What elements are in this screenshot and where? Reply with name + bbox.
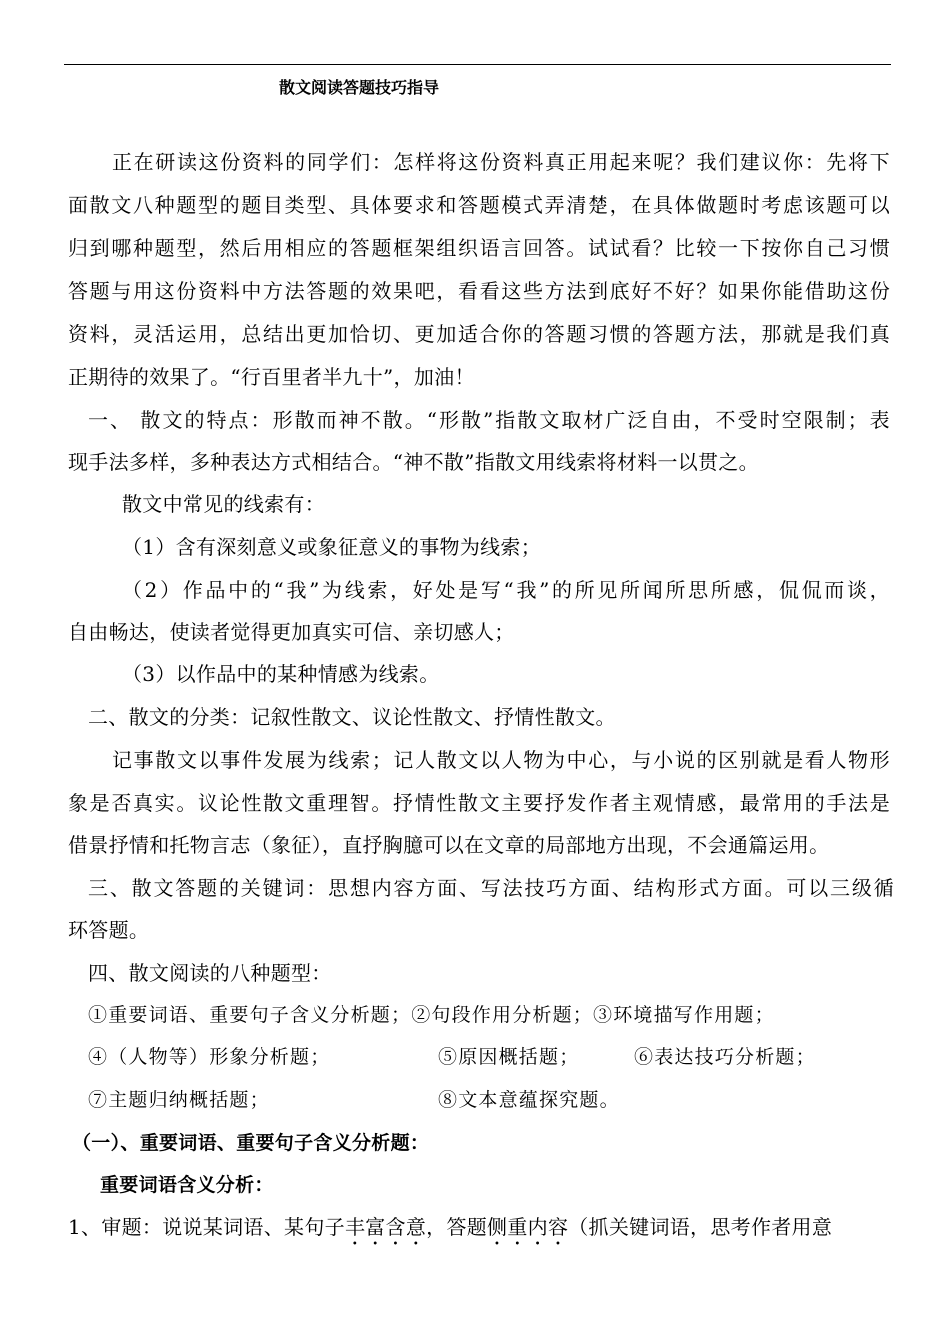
question-type-6: ⑥表达技巧分析题； — [634, 1046, 816, 1068]
section-4-heading: 四、散文阅读的八种题型： — [88, 961, 332, 985]
subsection-1a-heading: 重要词语含义分析： — [100, 1174, 274, 1196]
section-2-line-1: 记事散文以事件发展为线索；记人散文以人物为中心，与小说的区别就是看人物形 — [112, 748, 890, 772]
question-type-8: ⑧文本意蕴探究题。 — [438, 1089, 620, 1111]
question-types-row-1: ①重要词语、重要句子含义分析题；②句段作用分析题；③环境描写作用题； — [88, 1004, 775, 1026]
clue-item-2-line-2: 自由畅达，使读者觉得更加真实可信、亲切感人； — [68, 620, 515, 644]
intro-line-6: 正期待的效果了。“行百里者半九十”，加油！ — [68, 365, 475, 389]
intro-line-3: 归到哪种题型，然后用相应的答题框架组织语言回答。试试看？比较一下按你自己习惯 — [68, 236, 890, 260]
clue-item-2-line-1: （2）作品中的“我”为线索，好处是写“我”的所见所闻所思所感，侃侃而谈， — [122, 578, 890, 602]
question-type-7: ⑦主题归纳概括题； — [88, 1089, 270, 1111]
clue-item-3: （3）以作品中的某种情感为线索。 — [122, 662, 440, 686]
step-1-line — [68, 1213, 890, 1250]
section-1-line-1: 一、 散文的特点：形散而神不散。“形散”指散文取材广泛自由，不受时空限制；表 — [88, 408, 890, 432]
section-2-heading: 二、散文的分类：记叙性散文、议论性散文、抒情性散文。 — [88, 705, 616, 729]
step-1-text-a: 1、审题：说说某词语、某句子 — [68, 1215, 345, 1239]
step-1-emphasis-2: 侧重内容 — [487, 1215, 569, 1239]
intro-line-2: 面散文八种题型的题目类型、具体要求和答题模式弄清楚，在具体做题时考虑该题可以 — [68, 193, 890, 217]
section-2-line-3: 借景抒情和托物言志（象征），直抒胸臆可以在文章的局部地方出现，不会通篇运用。 — [68, 833, 830, 857]
intro-line-5: 资料，灵活运用，总结出更加恰切、更加适合你的答题习惯的答题方法，那就是我们真 — [68, 322, 890, 346]
section-3-line-2: 环答题。 — [68, 918, 150, 942]
question-type-4: ④（人物等）形象分析题； — [88, 1046, 331, 1068]
clue-title: 散文中常见的线索有： — [122, 492, 325, 516]
section-2-line-2: 象是否真实。议论性散文重理智。抒情性散文主要抒发作者主观情感，最常用的手法是 — [68, 791, 890, 815]
clue-item-1: （1）含有深刻意义或象征意义的事物为线索； — [122, 535, 542, 559]
section-1-line-2: 现手法多样，多种表达方式相结合。“神不散”指散文用线索将材料一以贯之。 — [68, 450, 759, 474]
header-rule — [64, 64, 891, 65]
question-types-row-3 — [88, 1086, 890, 1114]
subsection-1-heading: （一）、重要词语、重要句子含义分析题： — [72, 1132, 430, 1154]
section-3-line-1: 三、散文答题的关键词：思想内容方面、写法技巧方面、结构形式方面。可以三级循 — [88, 876, 894, 900]
step-1-emphasis-1: 丰富含意 — [344, 1215, 427, 1239]
document-title: 散文阅读答题技巧指导 — [279, 78, 440, 97]
question-types-row-2 — [88, 1043, 890, 1071]
step-1-text-c: （抓关键词语，思考作者用意 — [568, 1215, 833, 1239]
intro-line-4: 答题与用这份资料中方法答题的效果吧，看看这些方法到底好不好？如果你能借助这份 — [68, 279, 890, 303]
question-type-5: ⑤原因概括题； — [438, 1046, 580, 1068]
step-1-text-b: ，答题 — [426, 1215, 488, 1239]
intro-line-1: 正在研读这份资料的同学们：怎样将这份资料真正用起来呢？我们建议你：先将下 — [112, 150, 890, 174]
